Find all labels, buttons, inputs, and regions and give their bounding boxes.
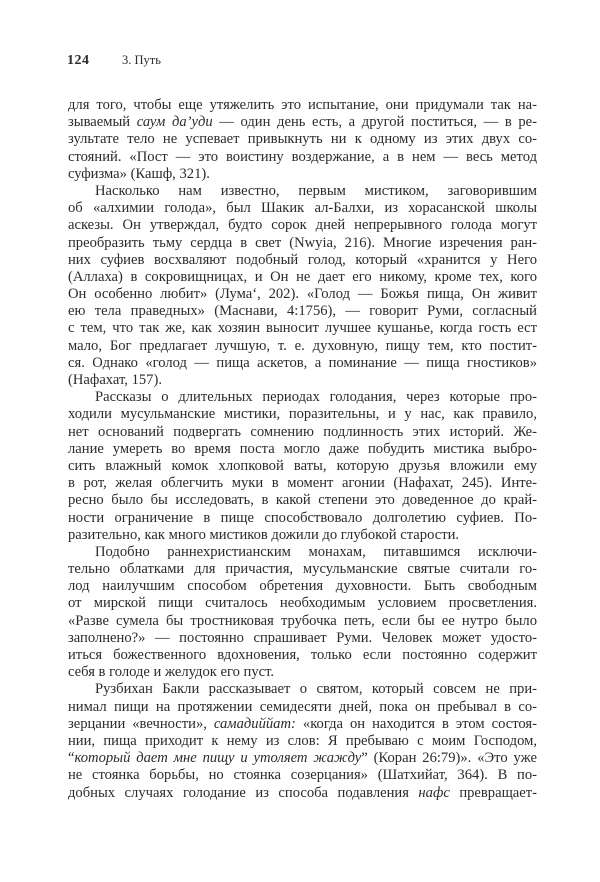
text-line: зерцании «вечности», самадиййат: «когда он находится в этом состоя- [68, 715, 537, 732]
text-line: суфизма» (Кашф, 321). [68, 165, 210, 182]
text-line: Он особенно любит» (Лума‘, 202). «Голод — Божья пища, Он живит [68, 286, 537, 303]
text-line: зываемый саум да’уди — один день есть, а другой поститься, — в ре- [68, 114, 537, 131]
text-line: ресно было бы исследовать, в какой степени это доведенное до край- [68, 492, 537, 509]
paragraph [68, 389, 537, 544]
paragraph [68, 97, 537, 183]
text-line: Рассказы о длительных периодах голодания, через которые про- [95, 389, 537, 406]
body-text [68, 97, 537, 802]
text-line: «Разве сумела бы тростниковая трубочка петь, если бы ее нутро было [68, 612, 537, 629]
text-line: Подобно раннехристианским монахам, питавшимся исключи- [95, 543, 537, 560]
text-line: лод наилучшим способом обретения духовности. Быть свободным [68, 578, 537, 595]
chapter-title: 3. Путь [122, 53, 161, 67]
text-line: с тем, что так же, как хозяин выносит лучшее кушанье, когда гость ест [68, 320, 537, 337]
paragraph [68, 681, 537, 801]
text-line: них суфиев восхваляют подобный голод, который «хранится у Него [68, 251, 537, 268]
text-line: нимал пищи на протяжении семидесяти дней, пока он пребывал в со- [68, 698, 537, 715]
text-line: (Аллаха) в сокровищницах, и Он не дает его никому, кроме тех, кого [68, 268, 537, 285]
text-line: мало, Бог предлагает лучшую, т. е. духовную, пищу тем, кто постит- [68, 337, 537, 354]
text-line: лание умереть во время поста могло даже побудить мистика выбро- [68, 440, 537, 457]
text-line: об «алхимии голода», был Шакик ал-Балхи, из хорасанской школы [68, 200, 537, 217]
text-line: зультате тело не успевает привыкнуть ни к одному из этих двух со- [68, 131, 537, 148]
italic-term: который дает мне пищу и утоляет жажду [74, 750, 362, 767]
text-line: ею тела праведных» (Маснави, 4:1756), — говорит Руми, согласный [68, 303, 537, 320]
text-line: тельно облатками для причастия, мусульманские святые считали го- [68, 561, 537, 578]
text-line: добных случаях голодание из способа подавления нафс превращает- [68, 784, 537, 801]
text-line: себя в голоде и желудок его пуст. [68, 664, 275, 681]
text-line: ся. Однако «голод — пища аскетов, а поминание — пища гностиков» [68, 354, 537, 371]
text-line: “который дает мне пищу и утоляет жажду” (Коран 26:79)». «Это уже [68, 750, 537, 767]
text-line: разительно, как много мистиков дожили до глубокой старости. [68, 526, 460, 543]
text-line: нет оснований подвергать сомнению подлинность этих историй. Же- [68, 423, 537, 440]
italic-term: саум да’уди [136, 114, 213, 131]
text-line: ходили мусульманские мистики, поразительны, и у нас, как правило, [68, 406, 537, 423]
text-line: аскезы. Он утверждал, будто сорок дней непрерывного голода могут [68, 217, 537, 234]
italic-term: нафс [418, 784, 450, 801]
paragraph [68, 183, 537, 389]
text-line: (Нафахат, 157). [68, 372, 162, 388]
text-line: нии, пища приходит к нему из слов: Я пребываю с моим Господом, [68, 732, 537, 749]
paragraph [68, 544, 537, 682]
text-line: заполнено?» — постоянно спрашивает Руми. Человек может удосто- [68, 629, 537, 646]
page-number: 124 [67, 53, 90, 68]
text-line: в рот, желая облегчить муки в момент агонии (Нафахат, 245). Инте- [68, 475, 537, 492]
text-line: Рузбихан Бакли рассказывает о святом, который совсем не при- [95, 681, 537, 698]
text-line: ности ограничение в пище способствовало долголетию суфиев. По- [68, 509, 537, 526]
text-line: для того, чтобы еще утяжелить это испытание, они придумали так на- [68, 97, 537, 113]
text-line: иться божественного вдохновения, только если постоянно содержит [68, 647, 537, 663]
text-line: от мирской пищи считалось необходимым условием просветления. [68, 595, 537, 612]
text-line: Насколько нам известно, первым мистиком, заговорившим [95, 182, 537, 199]
text-line: преобразить тьму сердца в свет (Nwyia, 216). Многие изречения ран- [68, 234, 537, 251]
text-line: не стоянка борьбы, но стоянка созерцания» (Шатхийат, 364). В по- [68, 767, 537, 784]
italic-term: самадиййат: [213, 715, 296, 732]
running-head [67, 53, 161, 71]
text-line: стояний. «Пост — это воистину воздержание, а в нем — весь метод [68, 148, 537, 165]
text-line: сить влажный комок хлопковой ваты, которую друзья вложили ему [68, 457, 537, 474]
